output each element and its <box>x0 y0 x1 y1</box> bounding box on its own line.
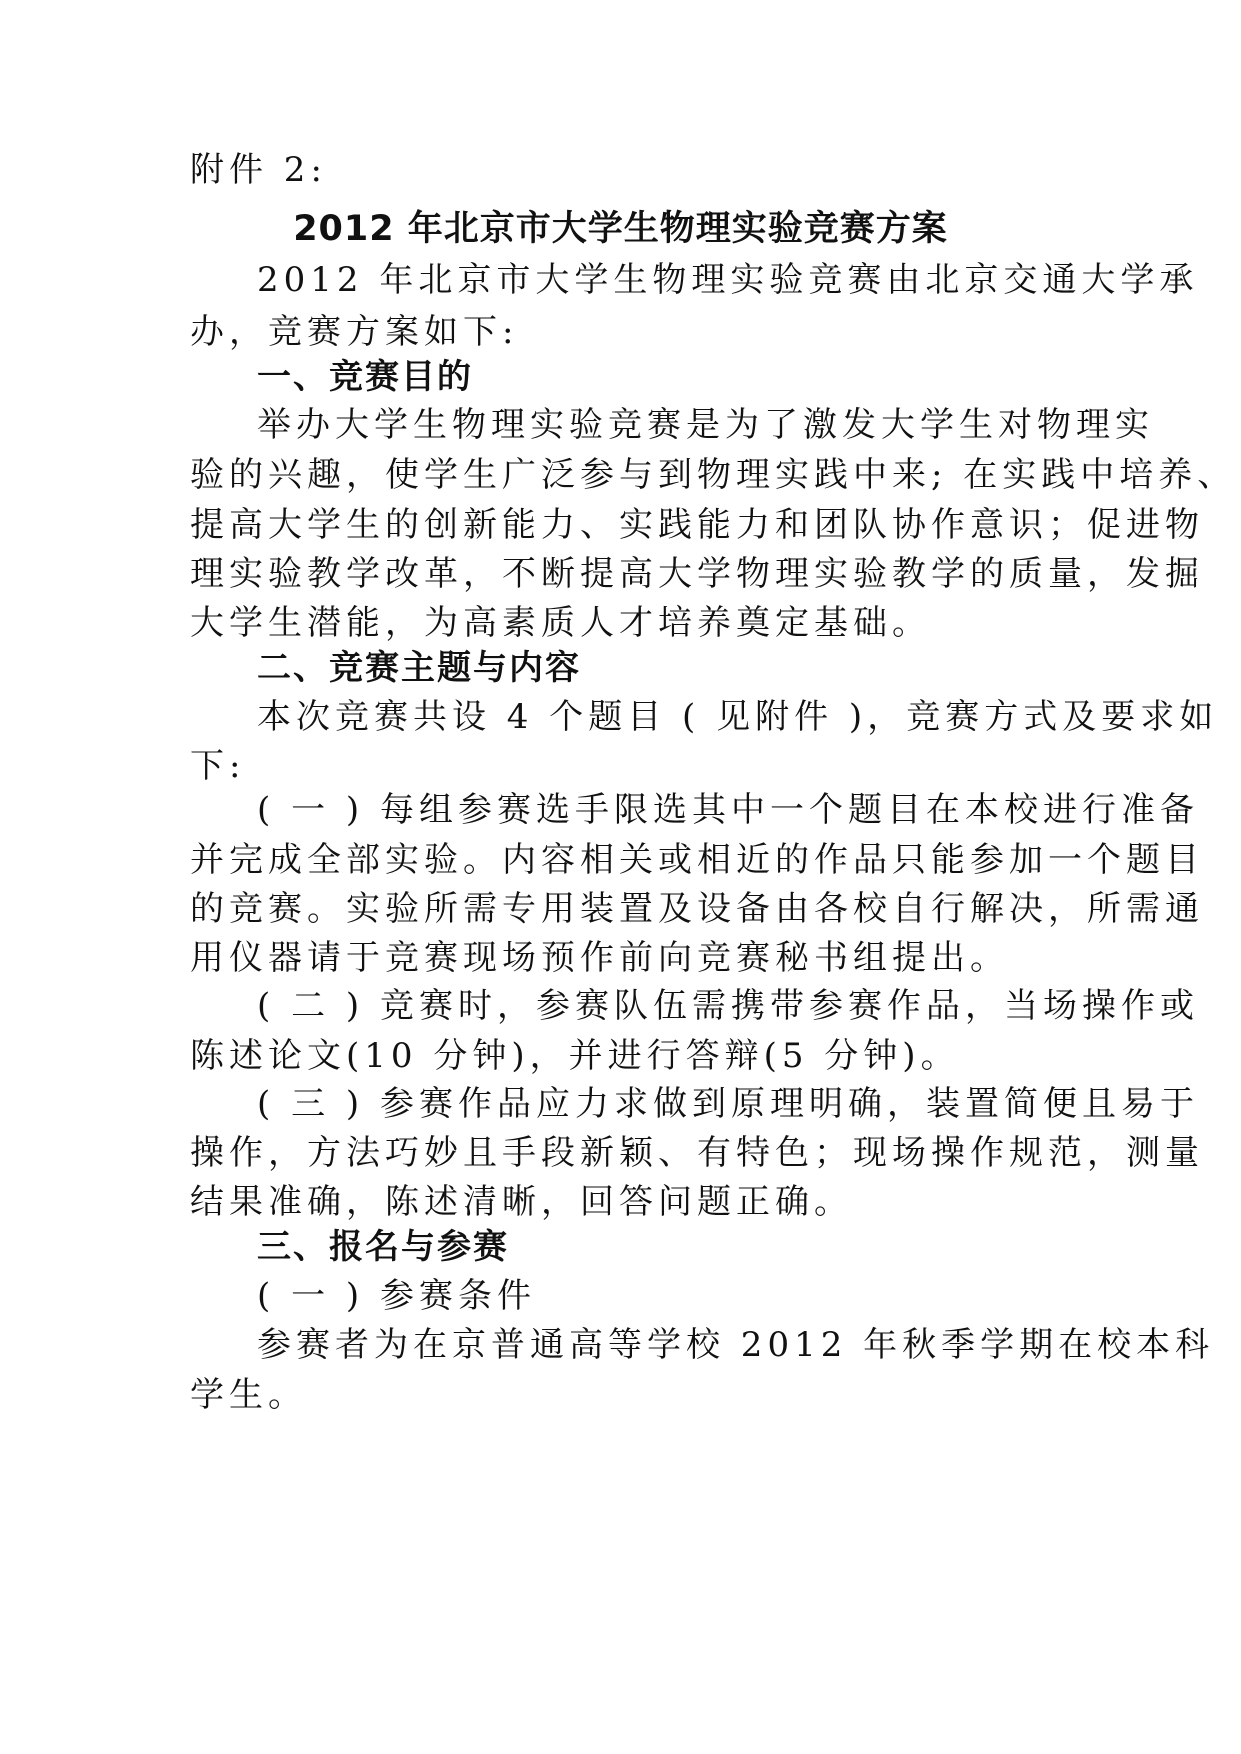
section1-line-3: 提高大学生的创新能力、实践能力和团队协作意识；促进物 <box>190 505 1204 545</box>
item3-line-3: 结果准确，陈述清晰，回答问题正确。 <box>190 1182 853 1222</box>
item1-line-3: 的竞赛。实验所需专用装置及设备由各校自行解决，所需通 <box>190 889 1204 929</box>
document-title: 2012 年北京市大学生物理实验竞赛方案 <box>293 209 948 249</box>
section1-line-4: 理实验教学改革，不断提高大学物理实验教学的质量，发掘 <box>190 554 1204 594</box>
section2-intro-line-2: 下: <box>190 746 246 786</box>
item1-line-4: 用仪器请于竞赛现场预作前向竞赛秘书组提出。 <box>190 938 1009 978</box>
item2-line-2: 陈述论文(10 分钟)，并进行答辩(5 分钟)。 <box>190 1036 960 1076</box>
attachment-label: 附件 2: <box>190 150 327 190</box>
section3-line-1: 参赛者为在京普通高等学校 2012 年秋季学期在校本科 <box>257 1325 1215 1365</box>
section2-intro-line-1: 本次竞赛共设 4 个题目 ( 见附件 )，竞赛方式及要求如 <box>257 697 1219 737</box>
section1-line-5: 大学生潜能，为高素质人才培养奠定基础。 <box>190 603 931 643</box>
item1-line-1: ( 一 ) 每组参赛选手限选其中一个题目在本校进行准备 <box>257 790 1199 830</box>
item3-line-1: ( 三 ) 参赛作品应力求做到原理明确，装置简便且易于 <box>257 1084 1199 1124</box>
section1-line-1: 举办大学生物理实验竞赛是为了激发大学生对物理实 <box>257 405 1154 445</box>
intro-line-1: 2012 年北京市大学生物理实验竞赛由北京交通大学承 <box>257 260 1199 300</box>
section2-heading: 二、竞赛主题与内容 <box>257 648 581 688</box>
item1-line-2: 并完成全部实验。内容相关或相近的作品只能参加一个题目 <box>190 840 1204 880</box>
section1-heading: 一、竞赛目的 <box>257 357 473 397</box>
section3-heading: 三、报名与参赛 <box>257 1227 509 1267</box>
section3-line-2: 学生。 <box>190 1375 307 1415</box>
section3-subheading: ( 一 ) 参赛条件 <box>257 1276 536 1316</box>
item3-line-2: 操作，方法巧妙且手段新颖、有特色；现场操作规范，测量 <box>190 1133 1204 1173</box>
item2-line-1: ( 二 ) 竞赛时，参赛队伍需携带参赛作品，当场操作或 <box>257 986 1199 1026</box>
section1-line-2: 验的兴趣，使学生广泛参与到物理实践中来; 在实践中培养、 <box>190 455 1237 495</box>
intro-line-2: 办，竞赛方案如下: <box>190 312 519 352</box>
